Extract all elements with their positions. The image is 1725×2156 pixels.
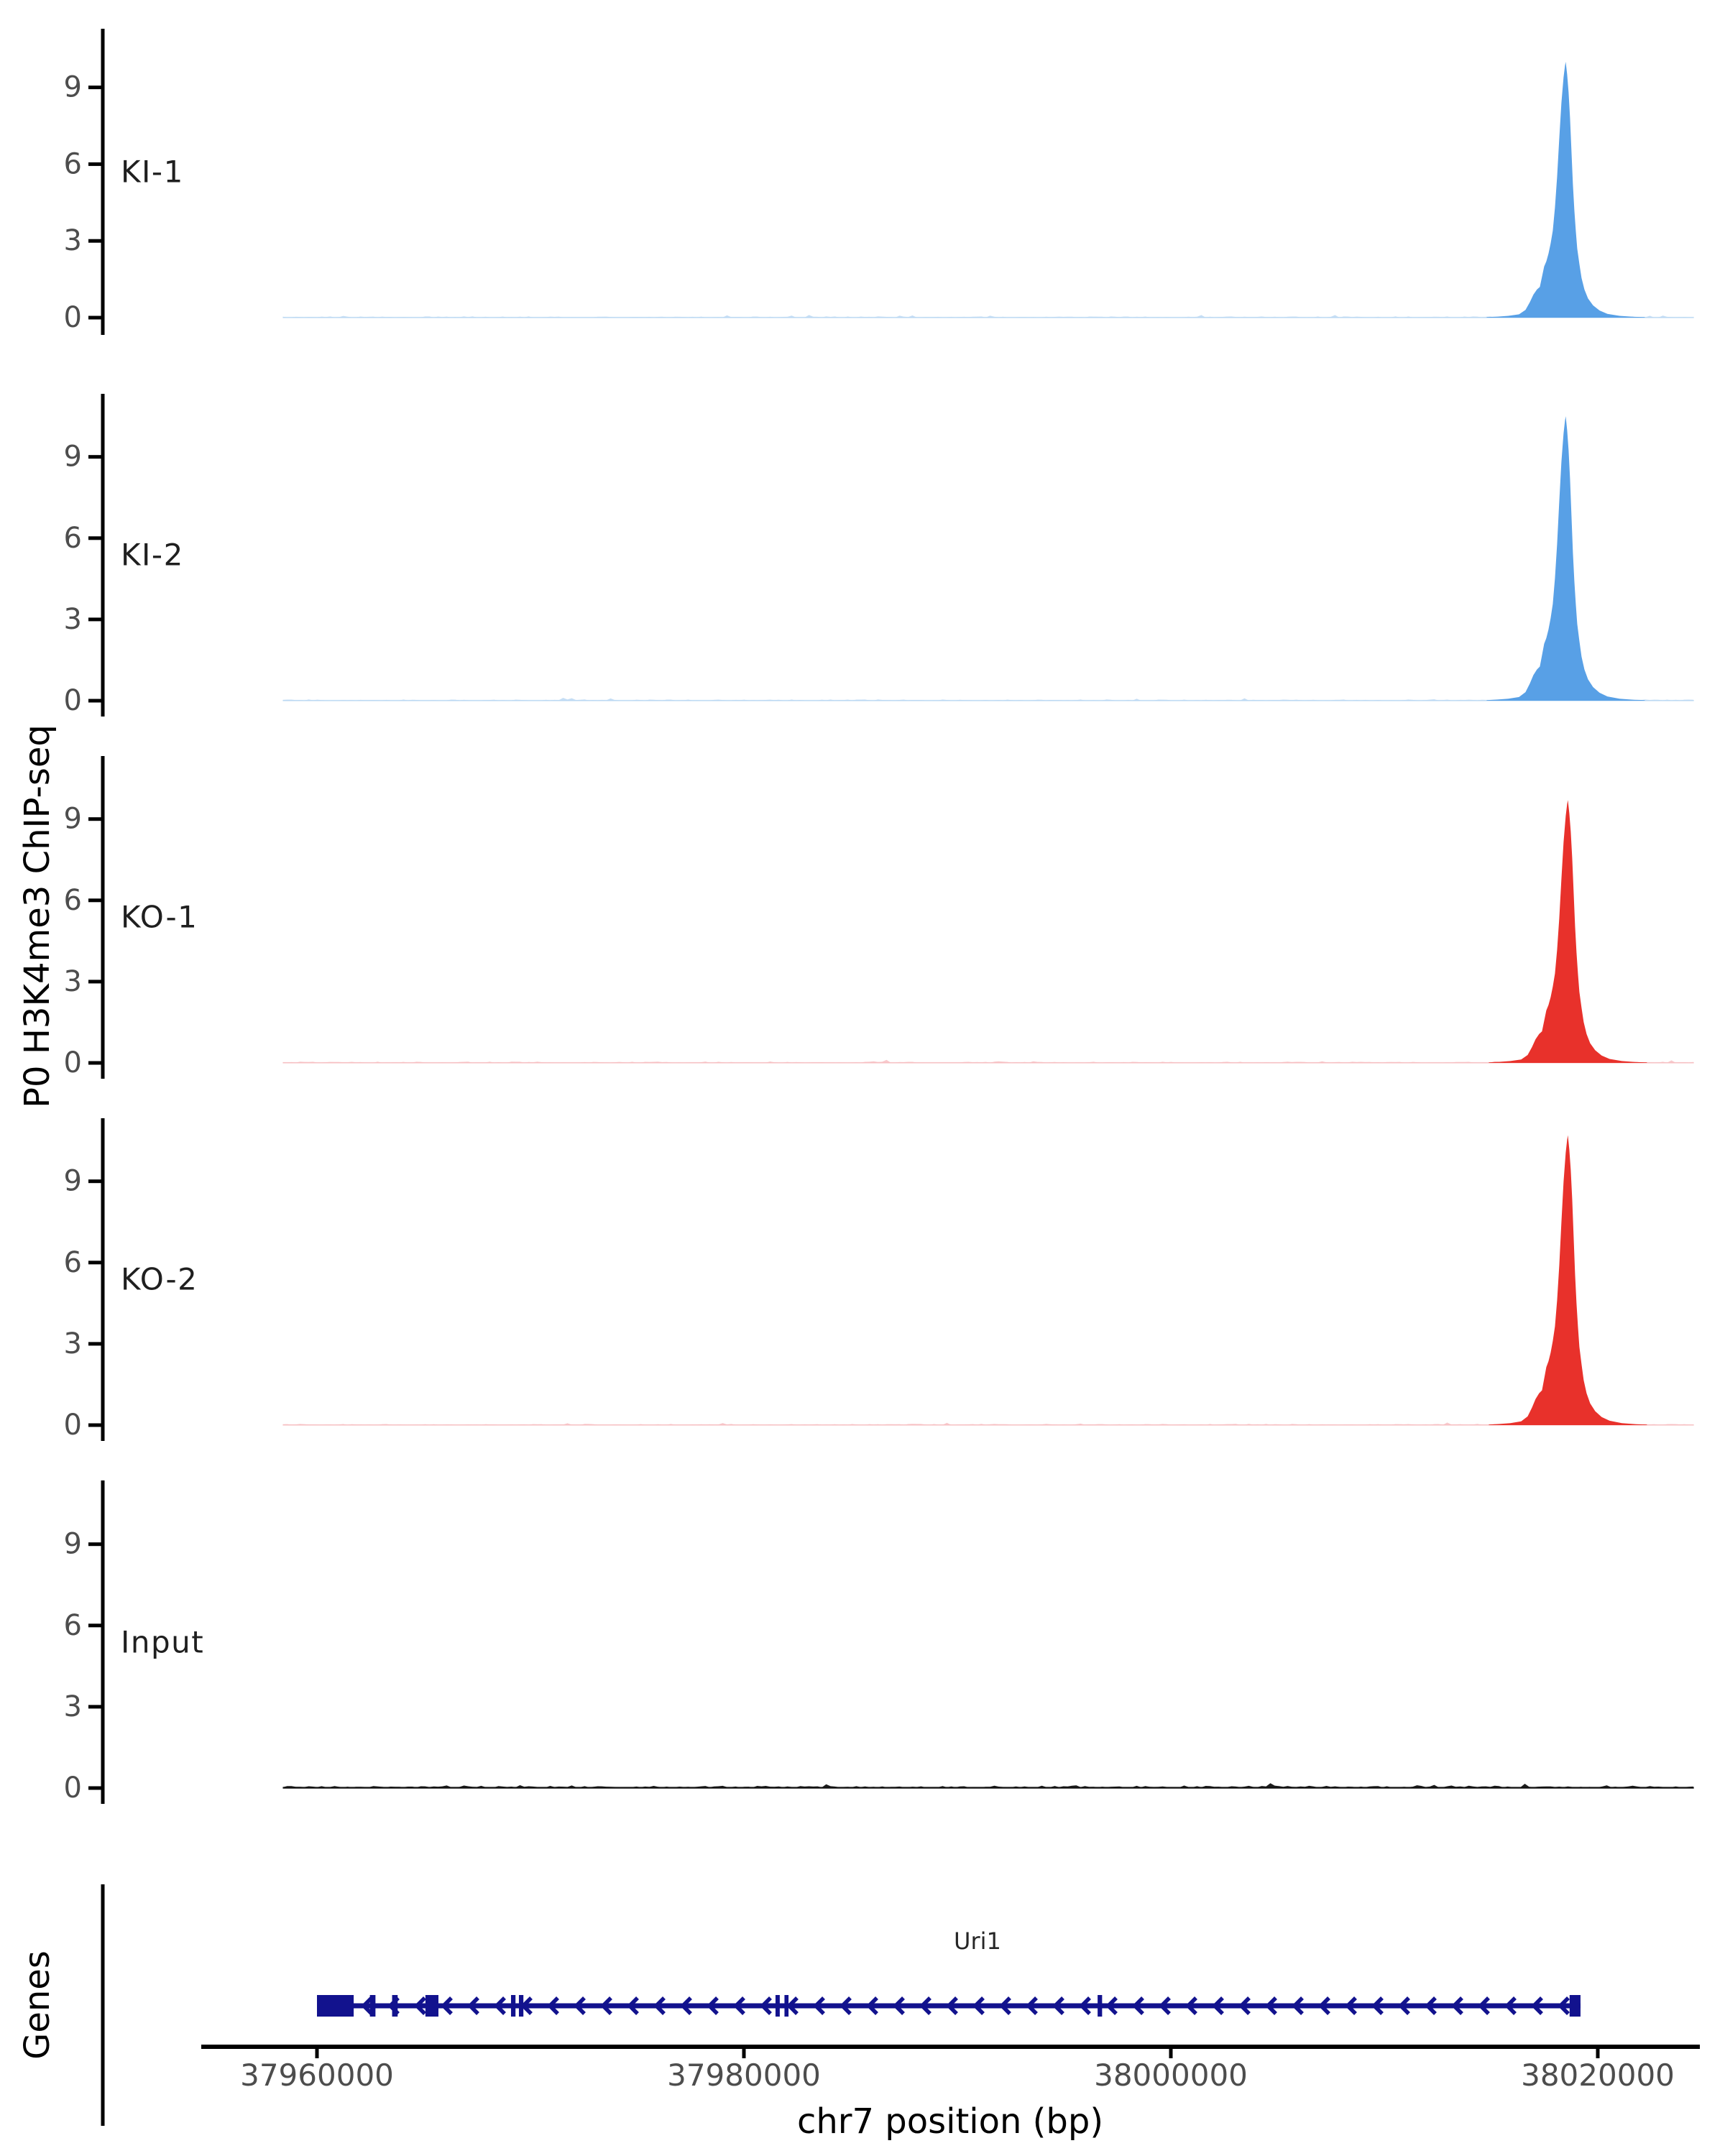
track-label: KO-2	[121, 1261, 198, 1297]
y-tick-label: 9	[63, 1164, 82, 1198]
y-tick	[88, 898, 103, 902]
y-axis-title: P0 H3K4me3 ChIP-seq	[17, 724, 58, 1108]
x-tick	[316, 2047, 319, 2058]
y-axis-line	[101, 1118, 105, 1441]
peak-KO-1	[1489, 800, 1647, 1063]
y-axis-line	[101, 394, 105, 717]
y-tick-label: 3	[63, 602, 82, 636]
y-tick-label: 9	[63, 440, 82, 474]
y-tick	[88, 86, 103, 89]
gene-exon	[392, 1995, 398, 2017]
gene-exon	[519, 1995, 523, 2017]
y-axis-line	[101, 1480, 105, 1804]
y-tick	[88, 980, 103, 983]
y-tick-label: 9	[63, 70, 82, 104]
track-label: KI-2	[121, 537, 184, 573]
x-tick-label: 38020000	[1521, 2058, 1675, 2093]
y-tick	[88, 1179, 103, 1183]
track-KO-2	[64, 1118, 1694, 1442]
track-KI-2	[64, 394, 1694, 717]
x-tick-label: 37960000	[240, 2058, 394, 2093]
peak-KI-2	[1486, 416, 1644, 701]
genes-axis-line	[101, 1884, 105, 2126]
y-tick	[88, 1623, 103, 1627]
y-tick	[88, 316, 103, 320]
y-tick	[88, 1542, 103, 1546]
y-tick-label: 0	[63, 1046, 82, 1079]
gene-exon	[1570, 1995, 1581, 2017]
gene-label: Uri1	[954, 1927, 1001, 1955]
y-tick-label: 3	[63, 1327, 82, 1360]
track-KI-1	[64, 29, 1694, 335]
x-tick	[742, 2047, 746, 2058]
x-tick-label: 38000000	[1094, 2058, 1248, 2093]
noise-signal	[282, 1783, 1693, 1788]
x-axis-line	[201, 2045, 1700, 2049]
y-tick-label: 0	[63, 301, 82, 334]
y-tick-label: 6	[63, 883, 82, 917]
y-tick-label: 6	[63, 147, 82, 181]
x-tick	[1596, 2047, 1600, 2058]
y-tick	[88, 1705, 103, 1708]
peak-KI-1	[1486, 62, 1644, 318]
y-tick	[88, 455, 103, 459]
x-tick	[1169, 2047, 1173, 2058]
track-label: KI-1	[121, 154, 184, 190]
y-tick	[88, 162, 103, 166]
y-tick	[88, 1261, 103, 1264]
y-tick-label: 3	[63, 964, 82, 998]
x-axis-title: chr7 position (bp)	[796, 2101, 1104, 2142]
gene-exon	[317, 1995, 354, 2017]
y-tick	[88, 1424, 103, 1427]
genes-axis-title: Genes	[17, 1950, 58, 2060]
x-axis	[201, 2045, 1700, 2093]
y-tick-label: 6	[63, 1608, 82, 1642]
y-tick	[88, 617, 103, 621]
gene-exon	[776, 1995, 780, 2017]
y-tick-label: 0	[63, 1409, 82, 1442]
y-tick	[88, 1787, 103, 1790]
y-tick-label: 0	[63, 1772, 82, 1805]
y-tick	[88, 1061, 103, 1065]
gene-exon	[370, 1995, 376, 2017]
y-tick-label: 0	[63, 684, 82, 717]
y-axis-line	[101, 756, 105, 1079]
y-tick	[88, 239, 103, 243]
y-axis-line	[101, 29, 105, 335]
gene-exon	[784, 1995, 788, 2017]
x-tick-label: 37980000	[667, 2058, 821, 2093]
y-tick	[88, 536, 103, 540]
gene-exon	[511, 1995, 515, 2017]
y-tick-label: 9	[63, 802, 82, 836]
y-tick	[88, 699, 103, 703]
track-label: KO-1	[121, 899, 198, 935]
y-tick-label: 3	[63, 224, 82, 258]
peak-KO-2	[1489, 1135, 1647, 1425]
track-KO-1	[64, 756, 1694, 1079]
track-label: Input	[121, 1624, 205, 1660]
y-tick-label: 6	[63, 521, 82, 555]
y-tick	[88, 1342, 103, 1345]
gene-exon	[426, 1995, 438, 2017]
track-Input	[64, 1480, 1694, 1805]
y-tick-label: 6	[63, 1245, 82, 1279]
gene-exon	[1098, 1995, 1102, 2017]
y-tick-label: 9	[63, 1527, 82, 1561]
y-tick	[88, 817, 103, 821]
y-tick-label: 3	[63, 1690, 82, 1723]
